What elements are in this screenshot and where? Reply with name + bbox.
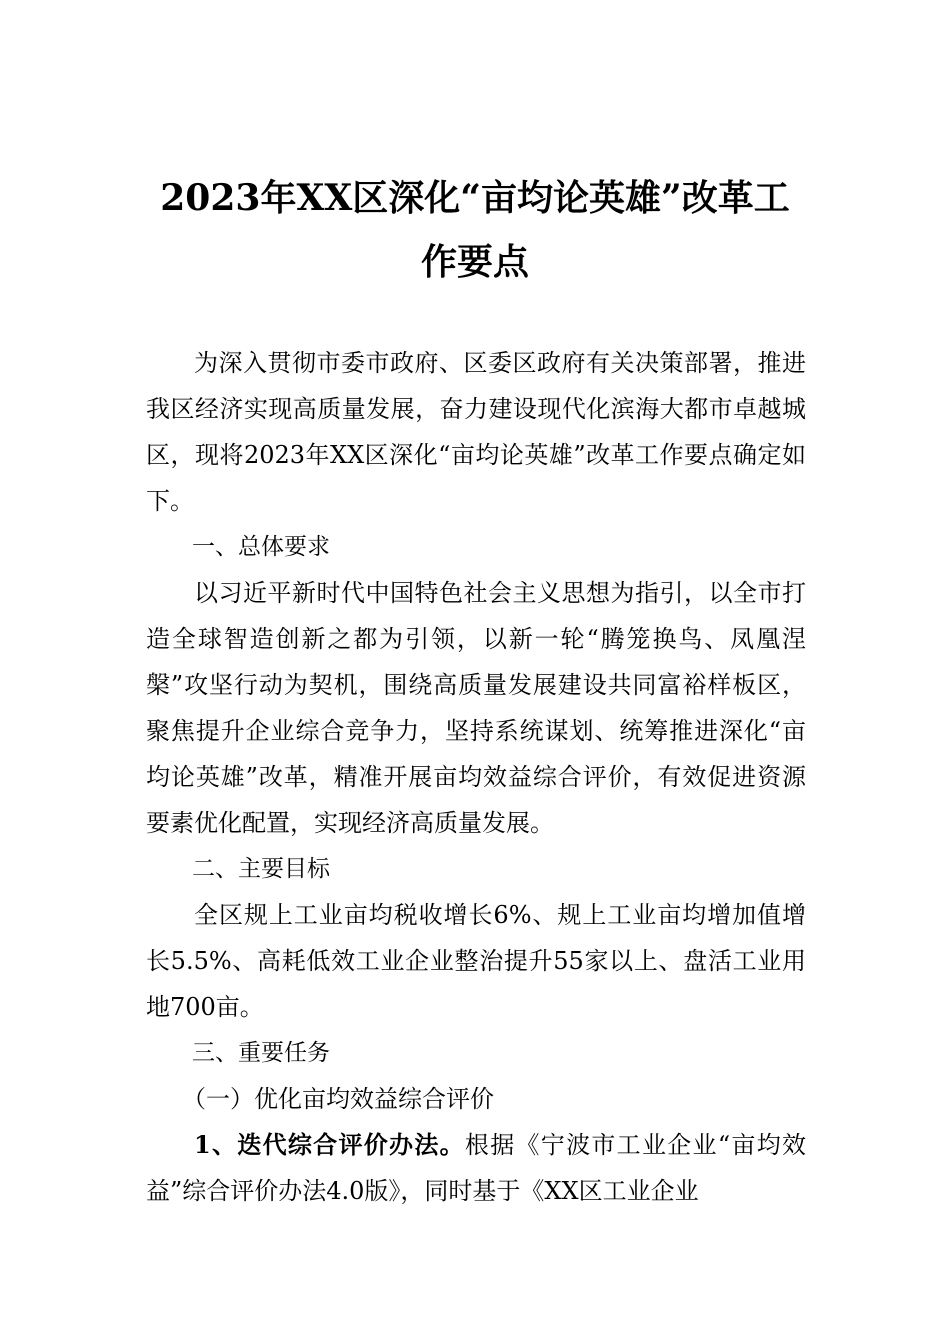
section-2-heading: 二、主要目标 — [192, 856, 330, 882]
section-1-paragraph: 以习近平新时代中国特色社会主义思想为指引，以全市打造全球智造创新之都为引领，以新一轮“腾笼换鸟、凤凰涅槃”攻坚行动为契机，围绕高质量发展建设共同富裕样板区，聚焦提升企业综合竞争力，坚持系统谋划、统筹推进深化“亩均论英雄”改革，精准开展亩均效益综合评价，有效促进资源要素优化配置，实现经济高质量发展。 — [146, 579, 806, 837]
subsection-1-heading: （一）优化亩均效益综合评价 — [182, 1085, 494, 1113]
document-title-line-1: 2023年XX区深化“亩均论英雄”改革工 — [160, 177, 790, 219]
intro-paragraph: 为深入贯彻市委市政府、区委区政府有关决策部署，推进我区经济实现高质量发展，奋力建设现代化滨海大都市卓越城区，现将2023年XX区深化“亩均论英雄”改革工作要点确定如下。 — [146, 349, 806, 515]
document-title-line-2: 作要点 — [420, 241, 529, 283]
item-1-lead: 1、迭代综合评价办法。 — [194, 1130, 465, 1159]
section-2-paragraph: 全区规上工业亩均税收增长6%、规上工业亩均增加值增长5.5%、高耗低效工业企业整治提升55家以上、盘活工业用地700亩。 — [146, 901, 806, 1021]
item-1-text: 根据《宁波市工业企业“亩均效益”综合评价办法4.0版》，同时基于《XX区工业企业 — [146, 1131, 806, 1205]
item-1-paragraph — [146, 1122, 806, 1214]
document-body — [146, 340, 806, 1214]
section-1-heading: 一、总体要求 — [192, 534, 330, 560]
section-3-heading: 三、重要任务 — [192, 1040, 330, 1066]
